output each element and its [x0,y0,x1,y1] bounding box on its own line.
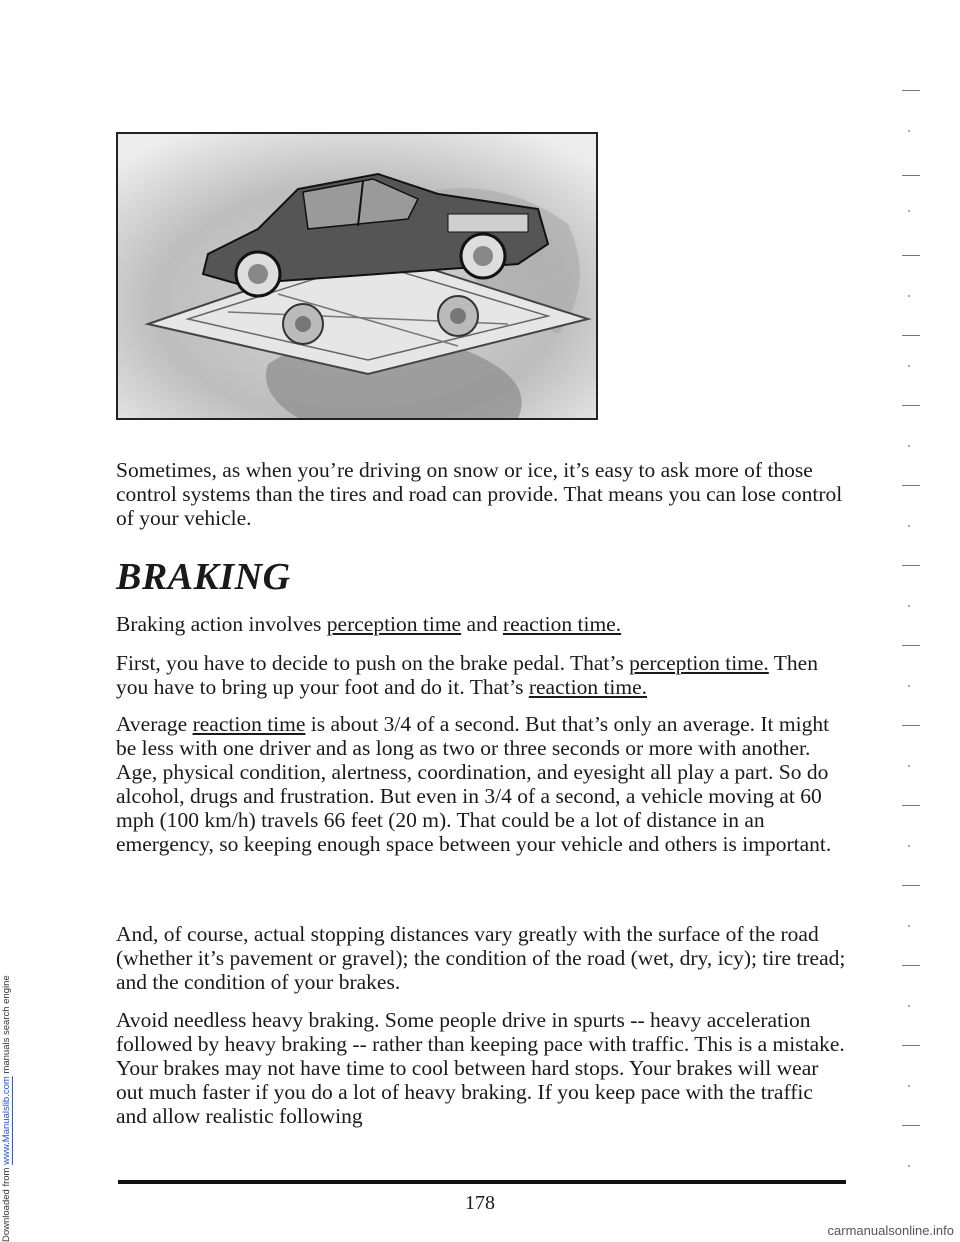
reaction-time-term: reaction time. [502,612,622,636]
reaction-time-term: reaction time. [528,675,648,699]
download-source-banner [0,0,14,1242]
banner-prefix: Downloaded from [1,1164,12,1242]
p3-text-a: Average [116,712,193,736]
intro-paragraph [116,458,846,530]
p4-text: And, of course, actual stopping distances vary greatly with the surface of the road (whether it’s pavement or gravel); the condition of the road (wet, dry, icy); tire tread; and the condition of your brakes. [116,922,846,994]
p1-text-c: and [461,612,503,636]
paragraph-4 [116,922,846,994]
p1-text-a: Braking action involves [116,612,327,636]
footer-watermark: carmanualsonline.info [827,1223,954,1238]
paragraph-1 [116,612,846,636]
car-platform-illustration [116,132,598,420]
p2-text-c: Then you have to bring up your foot and do it. That’s [116,651,818,699]
perception-time-term: perception time. [629,651,769,675]
intro-text: Sometimes, as when you’re driving on snow or ice, it’s easy to ask more of those control systems than the tires and road can provide. That means you can lose control of your vehicle. [116,458,843,530]
paragraph-2 [116,651,846,699]
banner-suffix: manuals search engine [1,975,12,1077]
car-on-slippery-platform-illustration-icon [118,134,596,418]
manualslib-link[interactable]: www.Manualslib.com [1,1076,12,1165]
reaction-time-term: reaction time [192,712,306,736]
section-heading-braking: BRAKING [116,556,291,598]
paragraph-5 [116,1008,846,1128]
p3-text-c: is about 3/4 of a second. But that’s only an average. It might be less with one driver and as long as two or three seconds or more with another. Age, physical condition, alertness, coordination, and eyesight all play a part. So do alcohol, drugs and frustration. But even in 3/4 of a second, a vehicle moving at 60 mph (100 km/h) travels 66 feet (20 m). That could be a lot of distance in an emergency, so keeping enough space between your vehicle and others is important. [116,712,832,856]
perception-time-term: perception time [326,612,462,636]
p5-text: Avoid needless heavy braking. Some people drive in spurts -- heavy acceleration followed by heavy braking -- rather than keeping pace with traffic. This is a mistake. Your brakes may not have time to cool between hard stops. Your brakes will wear out much faster if you do a lot of heavy braking. If you keep pace with the traffic and allow realistic following [116,1008,845,1128]
p2-text-a: First, you have to decide to push on the brake pedal. That’s [116,651,630,675]
margin-tick-marks [890,60,920,1210]
page-number: 178 [465,1192,495,1214]
footer-rule [118,1180,846,1184]
paragraph-3 [116,712,846,856]
